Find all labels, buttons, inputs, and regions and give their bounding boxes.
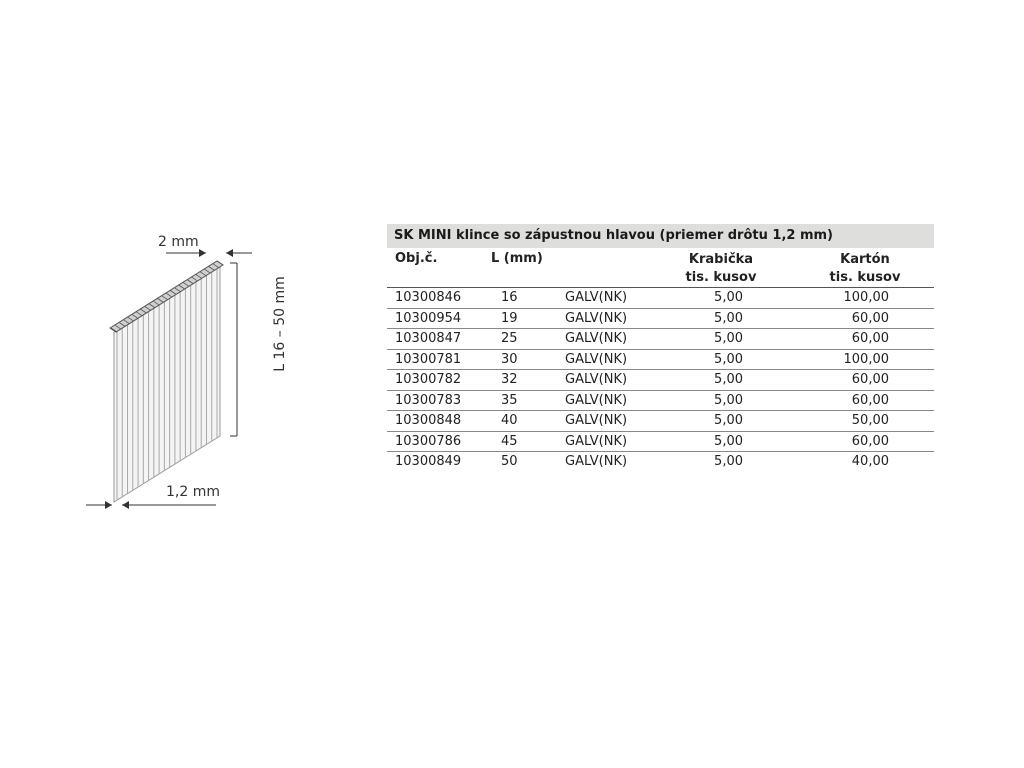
cell-length: 16 (501, 290, 518, 305)
cell-length: 50 (501, 454, 518, 469)
table-row (387, 288, 934, 309)
table-title: SK MINI klince so zápustnou hlavou (priemer drôtu 1,2 mm) (387, 224, 934, 248)
length-range-label: L 16 – 50 mm (272, 276, 288, 372)
table-row (387, 432, 934, 453)
cell-finish: GALV(NK) (565, 433, 628, 449)
header-carton-line2: tis. kusov (829, 270, 901, 285)
cell-finish: GALV(NK) (565, 290, 628, 305)
cell-carton: 60,00 (851, 392, 889, 408)
cell-code: 10300783 (395, 392, 462, 408)
cell-code: 10300847 (395, 331, 462, 346)
cell-carton: 100,00 (843, 290, 889, 305)
header-length: L (mm) (491, 251, 543, 266)
cell-length: 30 (501, 351, 518, 367)
cell-code: 10300954 (395, 310, 462, 326)
nail-strip-figure (80, 228, 288, 518)
cell-length: 19 (501, 310, 518, 326)
header-box-line2: tis. kusov (685, 270, 757, 285)
cell-box: 5,00 (714, 433, 743, 449)
cell-finish: GALV(NK) (565, 454, 628, 469)
cell-carton: 100,00 (843, 351, 889, 367)
cell-box: 5,00 (714, 454, 743, 469)
header-box-line1: Krabička (688, 252, 754, 267)
cell-finish: GALV(NK) (565, 351, 628, 367)
cell-box: 5,00 (714, 331, 743, 346)
cell-code: 10300786 (395, 433, 462, 449)
header-code: Obj.č. (395, 251, 438, 266)
cell-code: 10300848 (395, 413, 462, 428)
cell-box: 5,00 (714, 372, 743, 387)
table-row (387, 391, 934, 412)
table-row (387, 370, 934, 391)
cell-code: 10300782 (395, 372, 462, 387)
table-row (387, 309, 934, 330)
cell-code: 10300849 (395, 454, 462, 469)
cell-finish: GALV(NK) (565, 392, 628, 408)
cell-length: 32 (501, 372, 518, 387)
cell-finish: GALV(NK) (565, 310, 628, 326)
cell-carton: 50,00 (851, 413, 889, 428)
header-carton-line1: Kartón (840, 252, 890, 267)
cell-code: 10300781 (395, 351, 462, 367)
cell-length: 25 (501, 331, 518, 346)
cell-box: 5,00 (714, 351, 743, 367)
cell-box: 5,00 (714, 413, 743, 428)
table-body (387, 288, 934, 472)
cell-box: 5,00 (714, 290, 743, 305)
table-row (387, 350, 934, 371)
spec-table (387, 224, 934, 472)
cell-carton: 60,00 (851, 433, 889, 449)
table-row (387, 329, 934, 350)
cell-carton: 60,00 (851, 331, 889, 346)
cell-finish: GALV(NK) (565, 372, 628, 387)
cell-finish: GALV(NK) (565, 413, 628, 428)
cell-code: 10300846 (395, 290, 462, 305)
cell-carton: 60,00 (851, 310, 889, 326)
header-box (669, 251, 773, 287)
header-carton (815, 251, 915, 287)
wire-diameter-label: 1,2 mm (166, 484, 220, 500)
head-width-label: 2 mm (158, 234, 199, 250)
cell-length: 35 (501, 392, 518, 408)
cell-box: 5,00 (714, 392, 743, 408)
table-row (387, 411, 934, 432)
cell-carton: 60,00 (851, 372, 889, 387)
cell-length: 40 (501, 413, 518, 428)
table-row (387, 452, 934, 472)
table-header-row (387, 248, 934, 288)
cell-box: 5,00 (714, 310, 743, 326)
cell-finish: GALV(NK) (565, 331, 628, 346)
cell-length: 45 (501, 433, 518, 449)
cell-carton: 40,00 (851, 454, 889, 469)
nail-strip-drawing (80, 228, 280, 518)
